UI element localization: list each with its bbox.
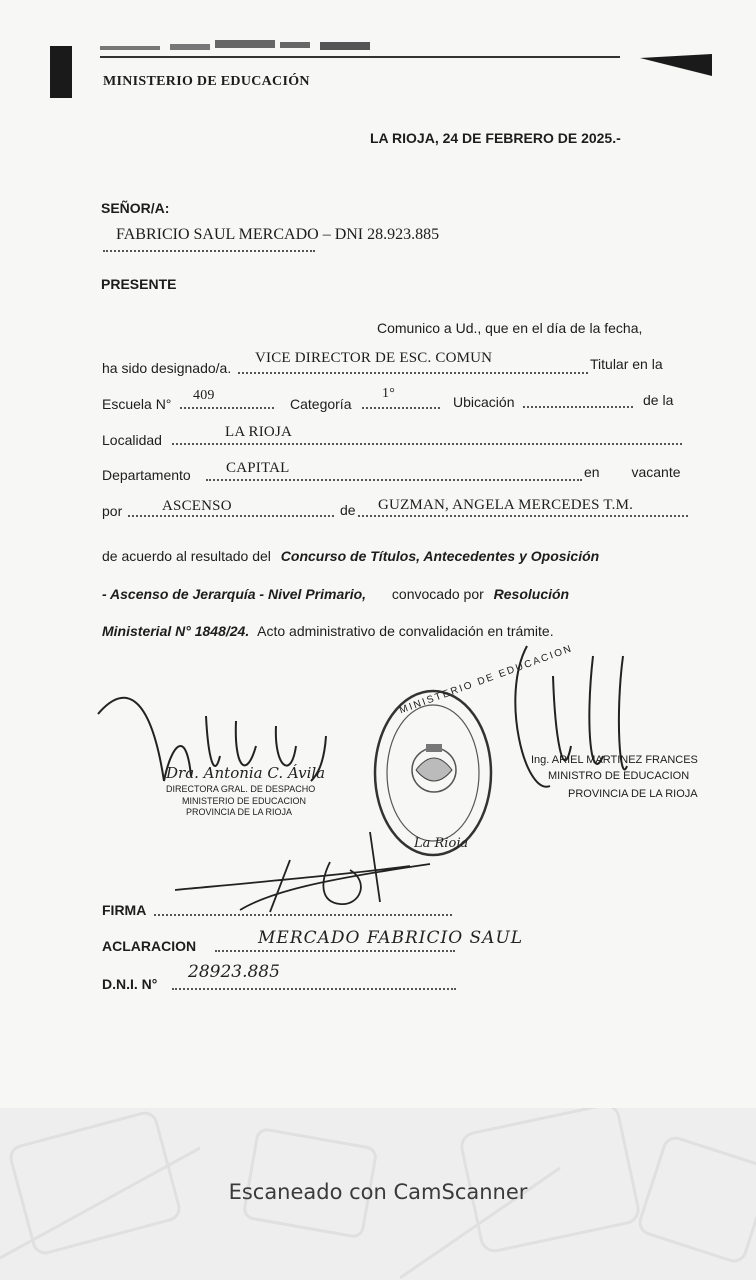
recipient-dots xyxy=(103,250,315,252)
paragraph-text-3: Acto administrativo de convalidación en trámite. xyxy=(257,623,554,639)
aclaracion-value: MERCADO FABRICIO SAUL xyxy=(258,928,524,948)
localidad-label: Localidad xyxy=(102,432,162,448)
aclaracion-label: ACLARACION xyxy=(102,938,197,954)
left-signature-line-2: MINISTERIO DE EDUCACION xyxy=(182,796,307,806)
recipient-name: FABRICIO SAUL MERCADO – DNI 28.923.885 xyxy=(116,226,440,243)
dni-label: D.N.I. N° xyxy=(102,976,158,992)
por-value: ASCENSO xyxy=(162,498,232,514)
de-value: GUZMAN, ANGELA MERCEDES T.M. xyxy=(378,497,634,513)
localidad-value: LA RIOJA xyxy=(225,424,293,440)
de-label: de xyxy=(340,502,356,518)
paragraph-line-1 xyxy=(102,548,599,564)
departamento-value: CAPITAL xyxy=(226,460,290,476)
en-vacante-label: en vacante xyxy=(584,464,681,480)
firma-dots xyxy=(154,914,452,916)
paragraph-bold-1: Concurso de Títulos, Antecedentes y Oposición xyxy=(280,548,600,564)
paragraph-text-1: de acuerdo al resultado del xyxy=(102,548,271,564)
paragraph-bold-2: - Ascenso de Jerarquía - Nivel Primario, xyxy=(102,586,367,602)
recipient-label: SEÑOR/A: xyxy=(101,200,170,216)
left-signature-line-1: DIRECTORA GRAL. DE DESPACHO xyxy=(166,784,316,794)
categoria-dots xyxy=(362,407,440,409)
firma-label: FIRMA xyxy=(102,902,147,918)
ubicacion-label: Ubicación xyxy=(453,394,515,410)
ministry-title: MINISTERIO DE EDUCACIÓN xyxy=(103,74,310,89)
seal-bottom-text: La Rioja xyxy=(414,836,469,851)
por-label: por xyxy=(102,503,123,519)
escuela-dots xyxy=(180,407,274,409)
de-dots xyxy=(358,515,688,517)
paragraph-line-3 xyxy=(102,623,554,639)
right-signature-line-3: PROVINCIA DE LA RIOJA xyxy=(568,788,698,800)
dni-dots xyxy=(172,988,456,990)
categoria-value: 1° xyxy=(382,386,395,401)
de-la-label: de la xyxy=(643,392,674,408)
aclaracion-dots xyxy=(215,950,455,952)
titular-label: Titular en la xyxy=(590,356,663,372)
paragraph-line-2 xyxy=(102,586,569,602)
escuela-value: 409 xyxy=(193,388,215,403)
right-signature-line-2: MINISTRO DE EDUCACION xyxy=(548,770,690,782)
designado-label: ha sido designado/a. xyxy=(102,360,232,376)
date-line: LA RIOJA, 24 DE FEBRERO DE 2025.- xyxy=(370,130,621,146)
presente: PRESENTE xyxy=(101,276,177,292)
localidad-dots xyxy=(172,443,682,445)
firma-signature xyxy=(170,822,450,922)
paragraph-text-2: convocado por xyxy=(391,586,484,602)
cargo-dots xyxy=(238,372,588,374)
cargo-value: VICE DIRECTOR DE ESC. COMUN xyxy=(255,350,493,366)
paragraph-bold-3: Ministerial N° 1848/24. xyxy=(102,623,250,639)
categoria-label: Categoría xyxy=(290,396,352,412)
departamento-dots xyxy=(206,479,582,481)
paragraph-bold-2-end: Resolución xyxy=(493,586,570,602)
dni-value: 28923.885 xyxy=(188,962,280,982)
camscanner-label: Escaneado con CamScanner xyxy=(228,1180,528,1204)
seal-top-text: MINISTERIO DE EDUCACION xyxy=(398,643,575,717)
escuela-label: Escuela N° xyxy=(102,396,172,412)
right-signature-line-1: Ing. ARIEL MARTINEZ FRANCES xyxy=(531,754,698,766)
letterhead-mark-left xyxy=(50,46,72,98)
left-signature-name: Dra. Antonia C. Ávila xyxy=(166,764,326,782)
ubicacion-dots xyxy=(523,406,633,408)
departamento-label: Departamento xyxy=(102,467,191,483)
left-signature-line-3: PROVINCIA DE LA RIOJA xyxy=(186,807,293,817)
por-dots xyxy=(128,515,334,517)
intro-line: Comunico a Ud., que en el día de la fecha, xyxy=(377,320,643,336)
